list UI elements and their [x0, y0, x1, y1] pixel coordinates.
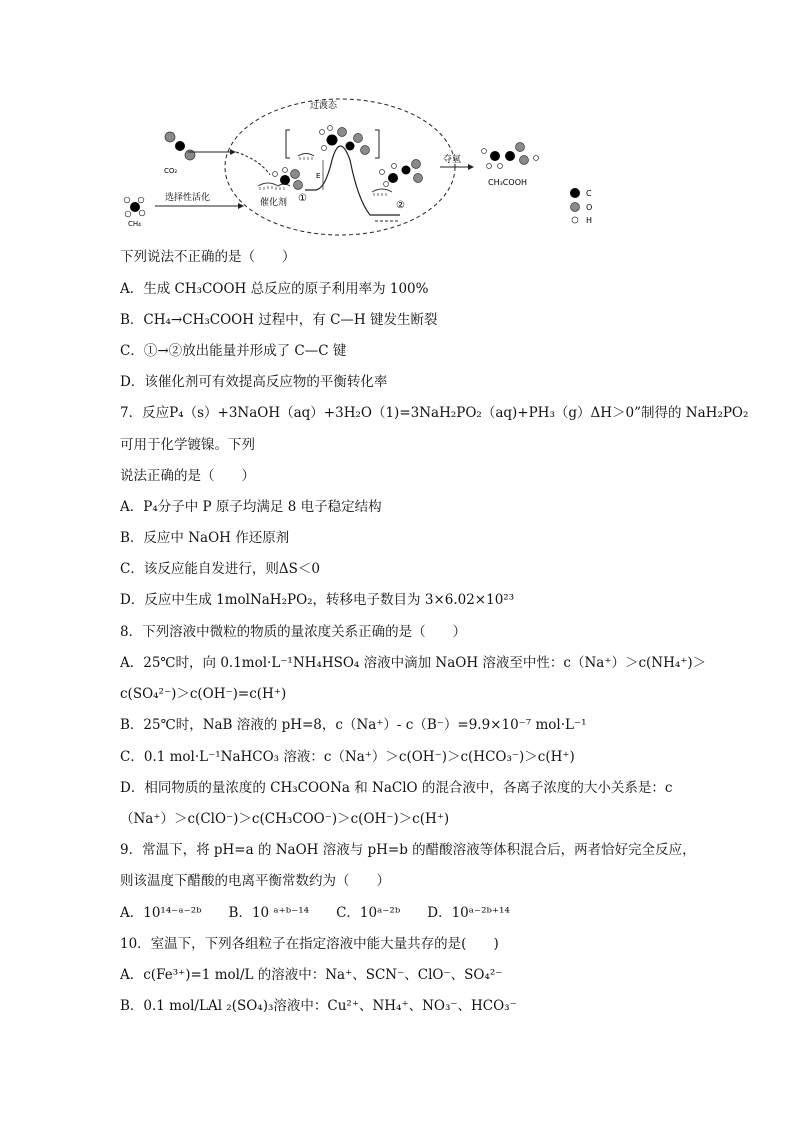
q6-option-a: A．生成 CH₃COOH 总反应的原子利用率为 100%	[120, 281, 429, 297]
q6-stem: 下列说法不正确的是（ ）	[120, 249, 296, 265]
legend-c-swatch	[570, 188, 580, 198]
legend-h-swatch	[572, 217, 578, 223]
q7-stem-line2: 可用于化学镀镍。下列	[120, 437, 255, 453]
q6-option-c: C．①→②放出能量并形成了 C—C 键	[120, 343, 347, 359]
selective-activation-label: 选择性活化	[165, 193, 211, 203]
q8-option-c: C．0.1 mol·L⁻¹NaHCO₃ 溶液：c（Na⁺）＞c(OH⁻)＞c(HCO₃⁻)＞c(H⁺)	[120, 749, 575, 765]
ch4-label: CH₄	[128, 220, 141, 228]
q8-option-d-line1: D．相同物质的量浓度的 CH₃COONa 和 NaClO 的混合液中，各离子浓度的大小关系是：c	[120, 780, 673, 796]
q8-option-b: B．25℃时，NaB 溶液的 pH=8，c（Na⁺）- c（B⁻）=9.9×10⁻⁷ mol·L⁻¹	[120, 717, 587, 733]
q7-stem-line1: 7．反应P₄（s）+3NaOH（aq）+3H₂O（1)=3NaH₂PO₂（aq)+PH₃（g）ΔH＞0”制得的 NaH₂PO₂	[120, 405, 749, 421]
q8-option-d-line2: （Na⁺）＞c(ClO⁻)＞c(CH₃COO⁻)＞c(OH⁻)＞c(H⁺)	[120, 811, 450, 827]
ch4-molecule	[124, 197, 145, 217]
q7-option-d: D．反应中生成 1molNaH₂PO₂，转移电子数目为 3×6.02×10²³	[120, 592, 515, 608]
legend	[570, 188, 592, 225]
q6-option-b: B．CH₄→CH₃COOH 过程中，有 C—H 键发生断裂	[120, 312, 438, 328]
step1-label: ①	[298, 193, 307, 204]
transition-region-ellipse	[225, 99, 455, 235]
legend-c-label: C	[586, 189, 592, 198]
energy-E-label: E	[316, 172, 321, 180]
q7-option-a: A．P₄分子中 P 原子均满足 8 电子稳定结构	[120, 499, 382, 515]
q9-stem-line1: 9．常温下，将 pH=a 的 NaOH 溶液与 pH=b 的醋酸溶液等体积混合后，两者恰好完全反应，	[120, 842, 696, 858]
legend-o-label: O	[586, 203, 593, 212]
q10-option-b: B．0.1 mol/LAl ₂(SO₄)₃溶液中：Cu²⁺、NH₄⁺、NO₃⁻、HCO₃⁻	[120, 998, 517, 1014]
q9-options: A．10¹⁴⁻ᵃ⁻²ᵇ B．10 ᵃ⁺ᵇ⁻¹⁴ C．10ᵃ⁻²ᵇ D．10ᵃ⁻²ᵇ⁺¹⁴	[120, 905, 510, 921]
q7-stem-line3: 说法正确的是（ ）	[120, 468, 255, 484]
q8-stem: 8．下列溶液中微粒的物质的量浓度关系正确的是（ ）	[120, 624, 467, 640]
q10-stem: 10．室温下，下列各组粒子在指定溶液中能大量共存的是( )	[120, 936, 499, 952]
q7-option-b: B．反应中 NaOH 作还原剂	[120, 530, 290, 546]
take-hydrogen-label: 夺氢	[443, 155, 462, 165]
co2-molecule	[165, 132, 195, 160]
q8-option-a-line1: A．25℃时，向 0.1mol·L⁻¹NH₄HSO₄ 溶液中滴加 NaOH 溶液至中性：c（Na⁺）＞c(NH₄⁺)＞	[120, 655, 707, 671]
q7-option-c: C．该反应能自发进行，则ΔS＜0	[120, 561, 320, 577]
q9-stem-line2: 则该温度下醋酸的电离平衡常数约为（ ）	[120, 873, 390, 889]
q10-option-a: A．c(Fe³⁺)=1 mol/L 的溶液中：Na⁺、SCN⁻、ClO⁻、SO₄²⁻	[120, 967, 503, 983]
legend-o-swatch	[571, 203, 580, 212]
step2-label: ②	[396, 200, 405, 211]
reaction-mechanism-figure	[110, 90, 710, 240]
ch3cooh-molecule	[482, 143, 539, 169]
catalyst-label: 催化剂	[260, 198, 288, 208]
ch3cooh-label: CH₃COOH	[488, 178, 528, 187]
transition-state-label: 过渡态	[310, 101, 338, 111]
q8-option-a-line2: c(SO₄²⁻)＞c(OH⁻)=c(H⁺)	[120, 686, 287, 702]
legend-h-label: H	[586, 216, 593, 225]
co2-label: CO₂	[164, 167, 178, 175]
q6-option-d: D．该催化剂可有效提高反应物的平衡转化率	[120, 374, 388, 390]
energy-curve	[305, 146, 400, 215]
